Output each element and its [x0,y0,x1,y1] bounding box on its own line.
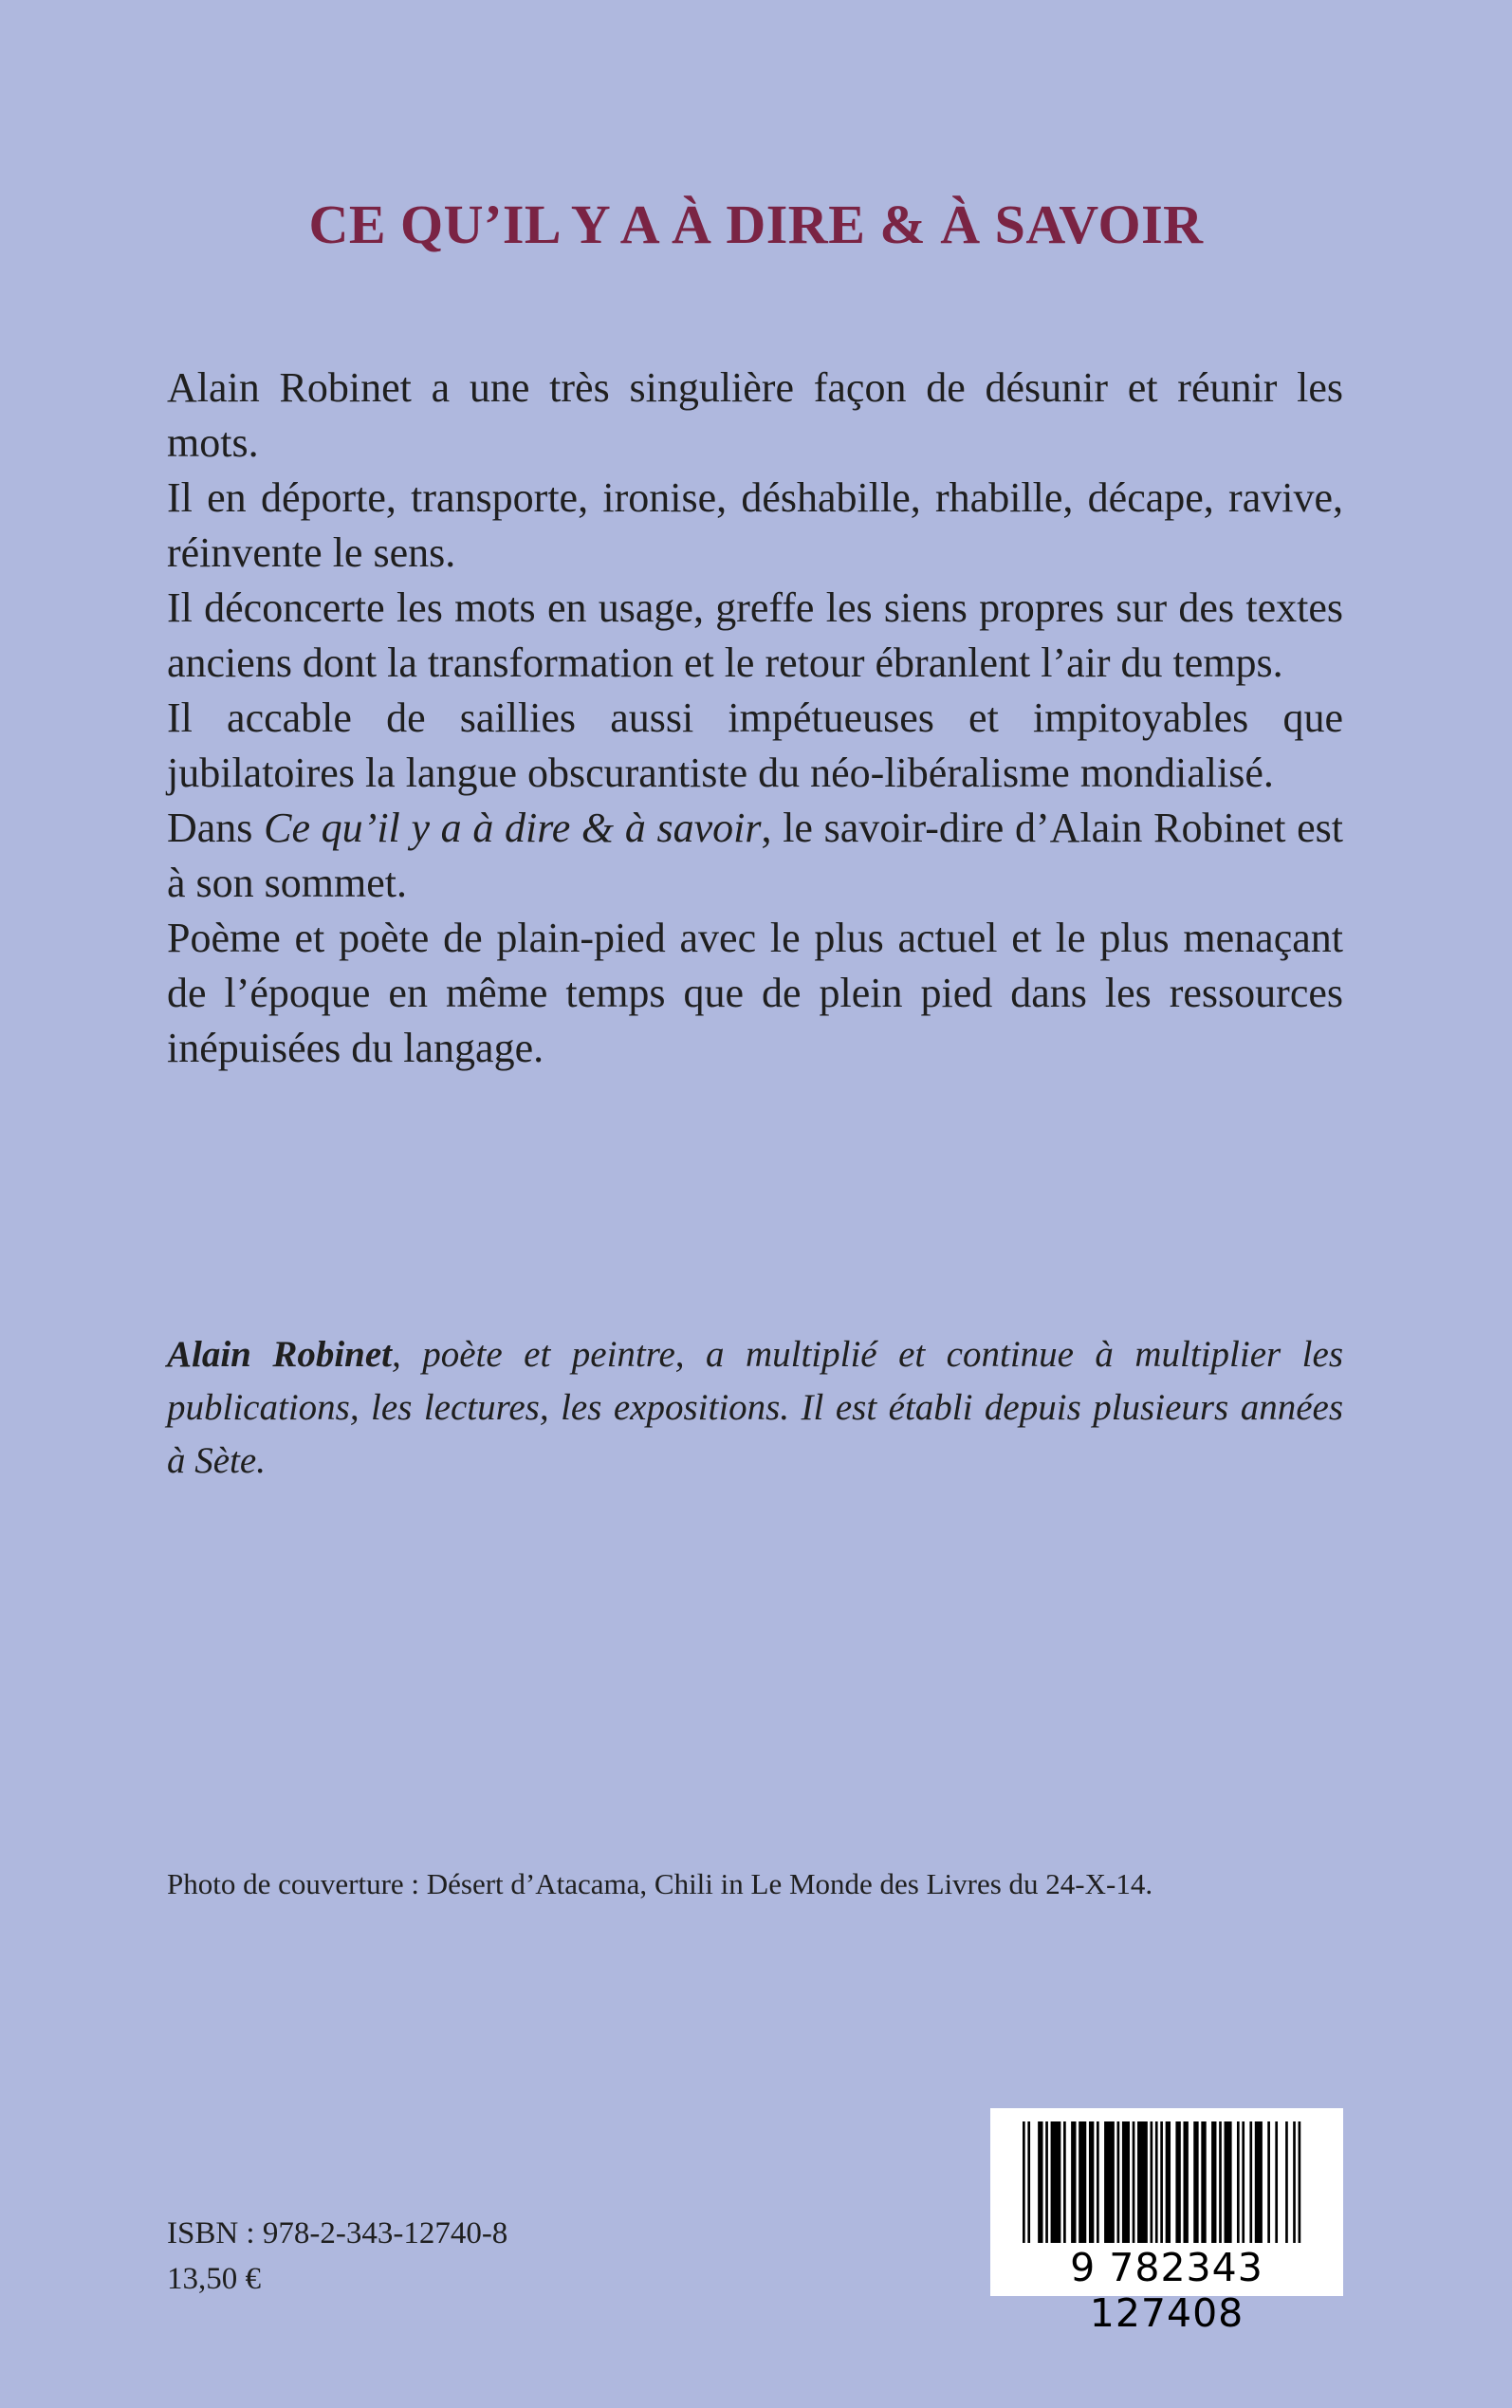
blurb-text: , le savoir-dire d’Alain Robinet est à son sommet. [167,805,1343,906]
barcode-bar [1023,2121,1025,2243]
barcode-bar [1160,2121,1163,2243]
book-title-italic: Ce qu’il y a à dire & à savoir [264,805,762,851]
author-name: Alain Robinet [167,1334,393,1375]
barcode-bar [1104,2121,1115,2243]
blurb-paragraph: Il accable de saillies aussi impétueuses et impitoyables que jubilatoires la langue obscurantiste du néo-libéralisme mondialisé. [167,695,1343,796]
barcode-bar [1063,2121,1066,2243]
blurb-paragraph: Il déconcerte les mots en usage, greffe les siens propres sur des textes anciens dont la transformation et le retour ébranlent l’air du temps. [167,584,1343,686]
barcode-bar [1219,2121,1222,2243]
author-bio-text: , poète et peintre, a multiplié et continue à multiplier les publications, les lectures, les expositions. Il est établi depuis plusieurs années à Sète. [167,1334,1343,1481]
author-bio [167,1328,1343,1488]
barcode-bar [1267,2121,1270,2243]
barcode-bar [1249,2121,1252,2243]
isbn: ISBN : 978-2-343-12740-8 [167,2216,508,2251]
price: 13,50 € [167,2262,261,2296]
barcode-bar [1255,2121,1263,2243]
barcode-bar [1193,2121,1198,2243]
barcode-bar [1166,2121,1171,2243]
barcode-bar [1151,2121,1153,2243]
barcode-bar [1201,2121,1206,2243]
barcode-bar [1117,2121,1120,2243]
barcode [990,2108,1343,2336]
blurb-text: Dans [167,805,265,851]
barcode-bar [1089,2121,1094,2243]
barcode-bar [1155,2121,1158,2243]
barcode-bar [1242,2121,1245,2243]
barcode-bar [1071,2121,1076,2243]
barcode-bar [1211,2121,1216,2243]
photo-credit: Photo de couverture : Désert d’Atacama, Chili in Le Monde des Livres du 24-X-14. [167,1867,1153,1900]
barcode-bar [1038,2121,1042,2243]
barcode-bar [1137,2121,1148,2243]
blurb-paragraph: Il en déporte, transporte, ironise, déshabille, rhabille, décape, ravive, réinvente le sens. [167,474,1343,576]
barcode-bar [1225,2121,1232,2243]
barcode-bar [1183,2121,1188,2243]
barcode-bar [1051,2121,1061,2243]
barcode-bar [1027,2121,1030,2243]
barcode-bar [1275,2121,1278,2243]
blurb [167,361,1343,1076]
barcode-bars [1023,2121,1311,2243]
barcode-bar [1045,2121,1048,2243]
blurb-paragraph [167,801,1343,911]
barcode-bar [1133,2121,1135,2243]
barcode-bar [1237,2121,1240,2243]
barcode-bar [1293,2121,1296,2243]
barcode-digits: 9 782343 127408 [1070,2245,1263,2336]
barcode-bar [1097,2121,1099,2243]
book-title: CE QU’IL Y A À DIRE & À SAVOIR [308,194,1204,255]
blurb-paragraph: Poème et poète de plain-pied avec le plus actuel et le plus menaçant de l’époque en même temps que de plein pied dans les ressources inépuisées du langage. [167,915,1343,1071]
barcode-bar [1079,2121,1086,2243]
blurb-paragraph: Alain Robinet a une très singulière façon de désunir et réunir les mots. [167,364,1343,466]
barcode-bar [1285,2121,1288,2243]
barcode-bar [1122,2121,1130,2243]
barcode-bar [1175,2121,1180,2243]
barcode-bar [1299,2121,1301,2243]
